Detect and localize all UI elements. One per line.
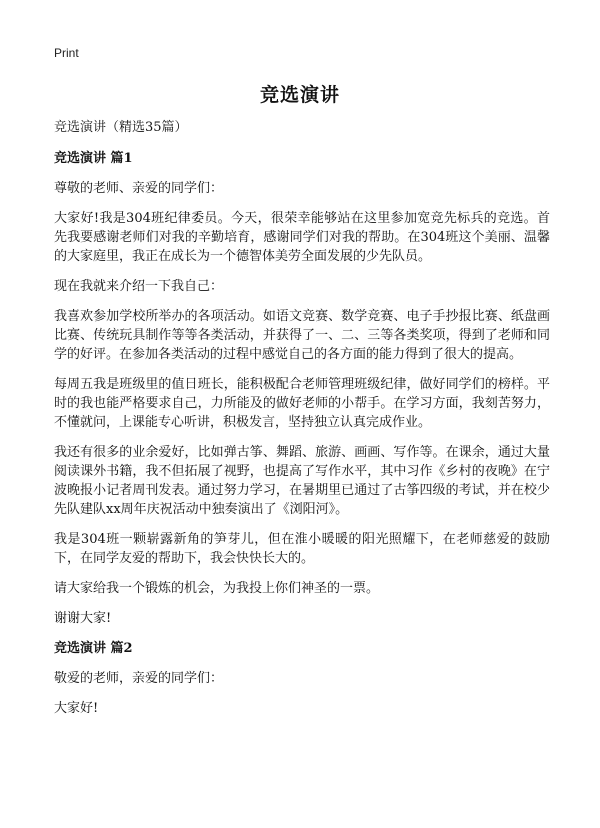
section-heading-1: 竞选演讲 篇1: [54, 151, 133, 166]
document-content: [54, 118, 550, 729]
section1-paragraph-3: 我喜欢参加学校所举办的各项活动。如语文竞赛、数学竞赛、电子手抄报比赛、纸盘画比赛、传统玩具制作等等各类活动，并获得了一、二、三等各类奖项，得到了老师和同学的好评。在参加各类活动的过程中感觉自己的各方面的能力得到了很大的提高。: [54, 309, 550, 362]
section1-paragraph-6: 我是304班一颗崭露新角的笋芽儿，但在淮小暖暖的阳光照耀下，在老师慈爱的鼓励下，在同学友爱的帮助下，我会快快长大的。: [54, 532, 550, 566]
section1-paragraph-2: 现在我就来介绍一下我自己：: [54, 279, 224, 294]
section1-paragraph-5: 我还有很多的业余爱好，比如弹古筝、舞蹈、旅游、画画、写作等。在课余，通过大量阅读课外书籍，我不但拓展了视野，也提高了写作水平，其中习作《乡村的夜晚》在宁波晚报小记者周刊发表。通过努力学习，在暑期里已通过了古筝四级的考试，并在校少先队建队xx周年庆祝活动中独奏演出了《浏阳河》。: [54, 445, 550, 517]
section-heading-2: 竞选演讲 篇2: [54, 641, 133, 656]
section1-paragraph-7: 请大家给我一个锻炼的机会，为我投上你们神圣的一票。: [54, 581, 380, 596]
section1-paragraph-8: 谢谢大家!: [54, 611, 112, 626]
print-label[interactable]: Print: [54, 46, 79, 60]
section1-paragraph-1: 大家好!我是304班纪律委员。今天，很荣幸能够站在这里参加宽竞先标兵的竞选。首先我要感谢老师们对我的辛勤培育，感谢同学们对我的帮助。在304班这个美丽、温馨的大家庭里，我正在成长为一个德智体美劳全面发展的少先队员。: [54, 211, 550, 264]
section2-greeting: 敬爱的老师，亲爱的同学们：: [54, 671, 224, 686]
document-subtitle: 竞选演讲（精选35篇）: [54, 120, 188, 135]
document-title: 竞选演讲: [259, 84, 340, 106]
section1-paragraph-4: 每周五我是班级里的值日班长，能积极配合老师管理班级纪律，做好同学们的榜样。平时的我也能严格要求自己，力所能及的做好老师的小帮手。在学习方面，我刻苦努力，不懂就问，上课能专心听讲，积极发言，坚持独立认真完成作业。: [54, 377, 550, 430]
section1-greeting: 尊敬的老师、亲爱的同学们：: [54, 181, 224, 196]
section2-paragraph-1: 大家好!: [54, 701, 99, 716]
